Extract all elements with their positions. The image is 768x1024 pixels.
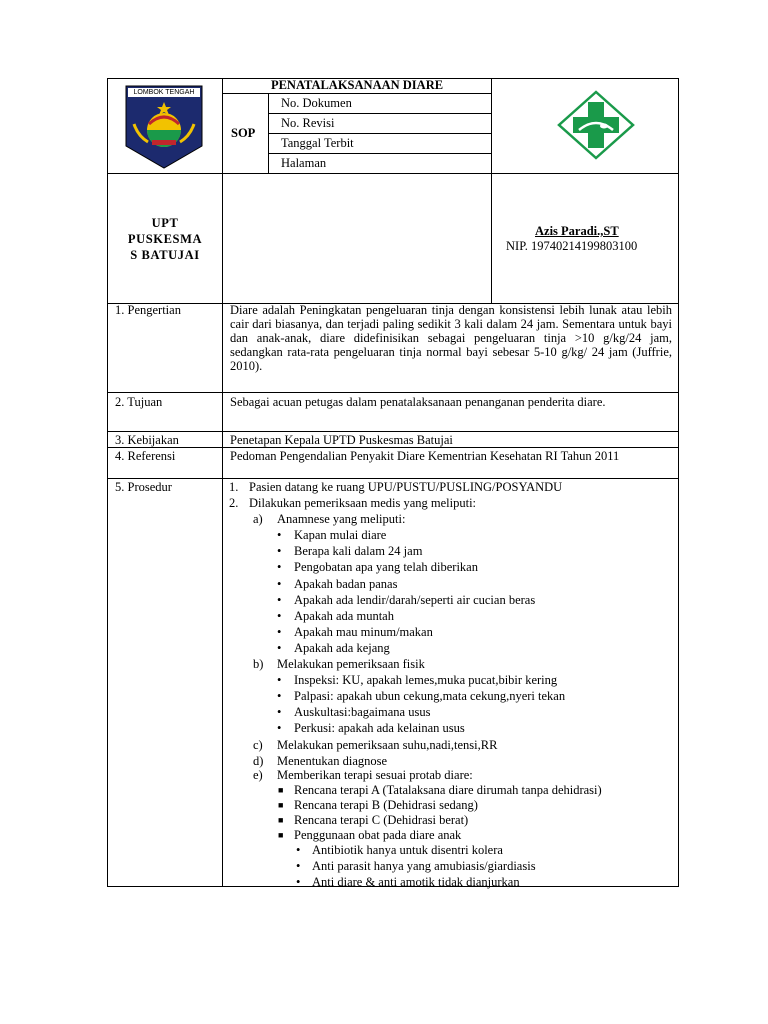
list-item: • Kapan mulai diare bbox=[277, 528, 387, 543]
list-item: • Perkusi: apakah ada kelainan usus bbox=[277, 721, 465, 736]
list-item: • Apakah badan panas bbox=[277, 576, 398, 591]
obat-list bbox=[229, 842, 674, 890]
list-item: • Palpasi: apakah ubun cekung,mata cekung,nyeri tekan bbox=[277, 689, 566, 704]
section-text-pengertian: Diare adalah Peningkatan pengeluaran tinja dengan konsistensi lebih lunak atau lebih cair dari biasanya, dan terjadi paling sedikit 3 kali dalam 24 jam. Sementara untuk bayi dan anak-anak, diare didefinisikan sebagai pengeluaran tinja >10 g/kg/24 jam, sedangkan rata-rata pengeluaran tinja normal bayi sebesar 5-10 g/kg/ 24 jam (Juffrie, 2010). bbox=[230, 303, 672, 373]
org-name-line3: S BATUJAI bbox=[130, 248, 200, 262]
item-c: c) Melakukan pemeriksaan suhu,nadi,tensi,RR bbox=[253, 737, 498, 752]
step-2: 2. Dilakukan pemeriksaan medis yang meliputi: bbox=[229, 496, 477, 511]
list-item: • Auskultasi:bagaimana usus bbox=[277, 705, 431, 720]
lombok-tengah-logo bbox=[124, 84, 204, 170]
sop-label: SOP bbox=[231, 126, 256, 140]
meta-label-halaman: Halaman bbox=[281, 156, 327, 170]
fisik-list bbox=[229, 672, 674, 736]
list-item: ■ Rencana terapi A (Tatalaksana diare dirumah tanpa dehidrasi) bbox=[278, 783, 602, 798]
section-label-pengertian: 1. Pengertian bbox=[115, 303, 181, 317]
meta-label-no-dokumen: No. Dokumen bbox=[281, 96, 352, 110]
meta-label-no-revisi: No. Revisi bbox=[281, 116, 335, 130]
list-item: • Pengobatan apa yang telah diberikan bbox=[277, 560, 478, 575]
section-label-tujuan: 2. Tujuan bbox=[115, 395, 163, 409]
section-text-kebijakan: Penetapan Kepala UPTD Puskesmas Batujai bbox=[230, 433, 453, 447]
list-item: • Inspeksi: KU, apakah lemes,muka pucat,bibir kering bbox=[277, 673, 558, 688]
list-item: • Apakah ada lendir/darah/seperti air cucian beras bbox=[277, 592, 536, 607]
item-b: b) Melakukan pemeriksaan fisik bbox=[253, 657, 425, 672]
item-d: d) Menentukan diagnose bbox=[253, 753, 388, 768]
list-item: • Apakah ada muntah bbox=[277, 608, 394, 623]
list-item: ■ Penggunaan obat pada diare anak bbox=[278, 828, 462, 843]
list-item: • Apakah mau minum/makan bbox=[277, 624, 433, 639]
terapi-list bbox=[229, 782, 674, 842]
org-name-line2: PUSKESMA bbox=[127, 232, 203, 246]
list-item: • Antibiotik hanya untuk disentri kolera bbox=[296, 843, 503, 858]
anamnese-list bbox=[229, 527, 674, 656]
meta-label-tanggal-terbit: Tanggal Terbit bbox=[281, 136, 354, 150]
signer-nip: NIP. 19740214199803100 bbox=[506, 239, 638, 253]
list-item: • Anti diare & anti amotik tidak dianjurkan bbox=[296, 875, 520, 890]
list-item: • Anti parasit hanya yang amubiasis/giardiasis bbox=[296, 859, 536, 874]
item-e: e) Memberikan terapi sesuai protab diare: bbox=[253, 768, 473, 783]
signer-name: Azis Paradi.,ST bbox=[535, 224, 619, 238]
list-item: ■ Rencana terapi B (Dehidrasi sedang) bbox=[278, 798, 478, 813]
section-text-tujuan: Sebagai acuan petugas dalam penatalaksanaan penanganan penderita diare. bbox=[230, 395, 606, 409]
puskesmas-cross-icon bbox=[557, 90, 635, 160]
list-item: ■ Rencana terapi C (Dehidrasi berat) bbox=[278, 813, 469, 828]
section-label-kebijakan: 3. Kebijakan bbox=[115, 433, 179, 447]
document-title: PENATALAKSANAAN DIARE bbox=[270, 78, 444, 92]
step-1: 1. Pasien datang ke ruang UPU/PUSTU/PUSLING/POSYANDU bbox=[229, 480, 563, 494]
list-item: • Berapa kali dalam 24 jam bbox=[277, 544, 423, 559]
item-a: a) Anamnese yang meliputi: bbox=[253, 512, 406, 527]
procedure-list bbox=[229, 479, 674, 890]
section-label-prosedur: 5. Prosedur bbox=[115, 480, 172, 494]
org-name-line1: UPT bbox=[151, 216, 179, 230]
puskesmas-logo bbox=[557, 90, 635, 165]
logo-label: LOMBOK TENGAH bbox=[133, 89, 195, 96]
list-item: • Apakah ada kejang bbox=[277, 640, 390, 655]
section-text-referensi: Pedoman Pengendalian Penyakit Diare Kementrian Kesehatan RI Tahun 2011 bbox=[230, 449, 620, 463]
section-label-referensi: 4. Referensi bbox=[115, 449, 176, 463]
org-name bbox=[108, 215, 222, 263]
